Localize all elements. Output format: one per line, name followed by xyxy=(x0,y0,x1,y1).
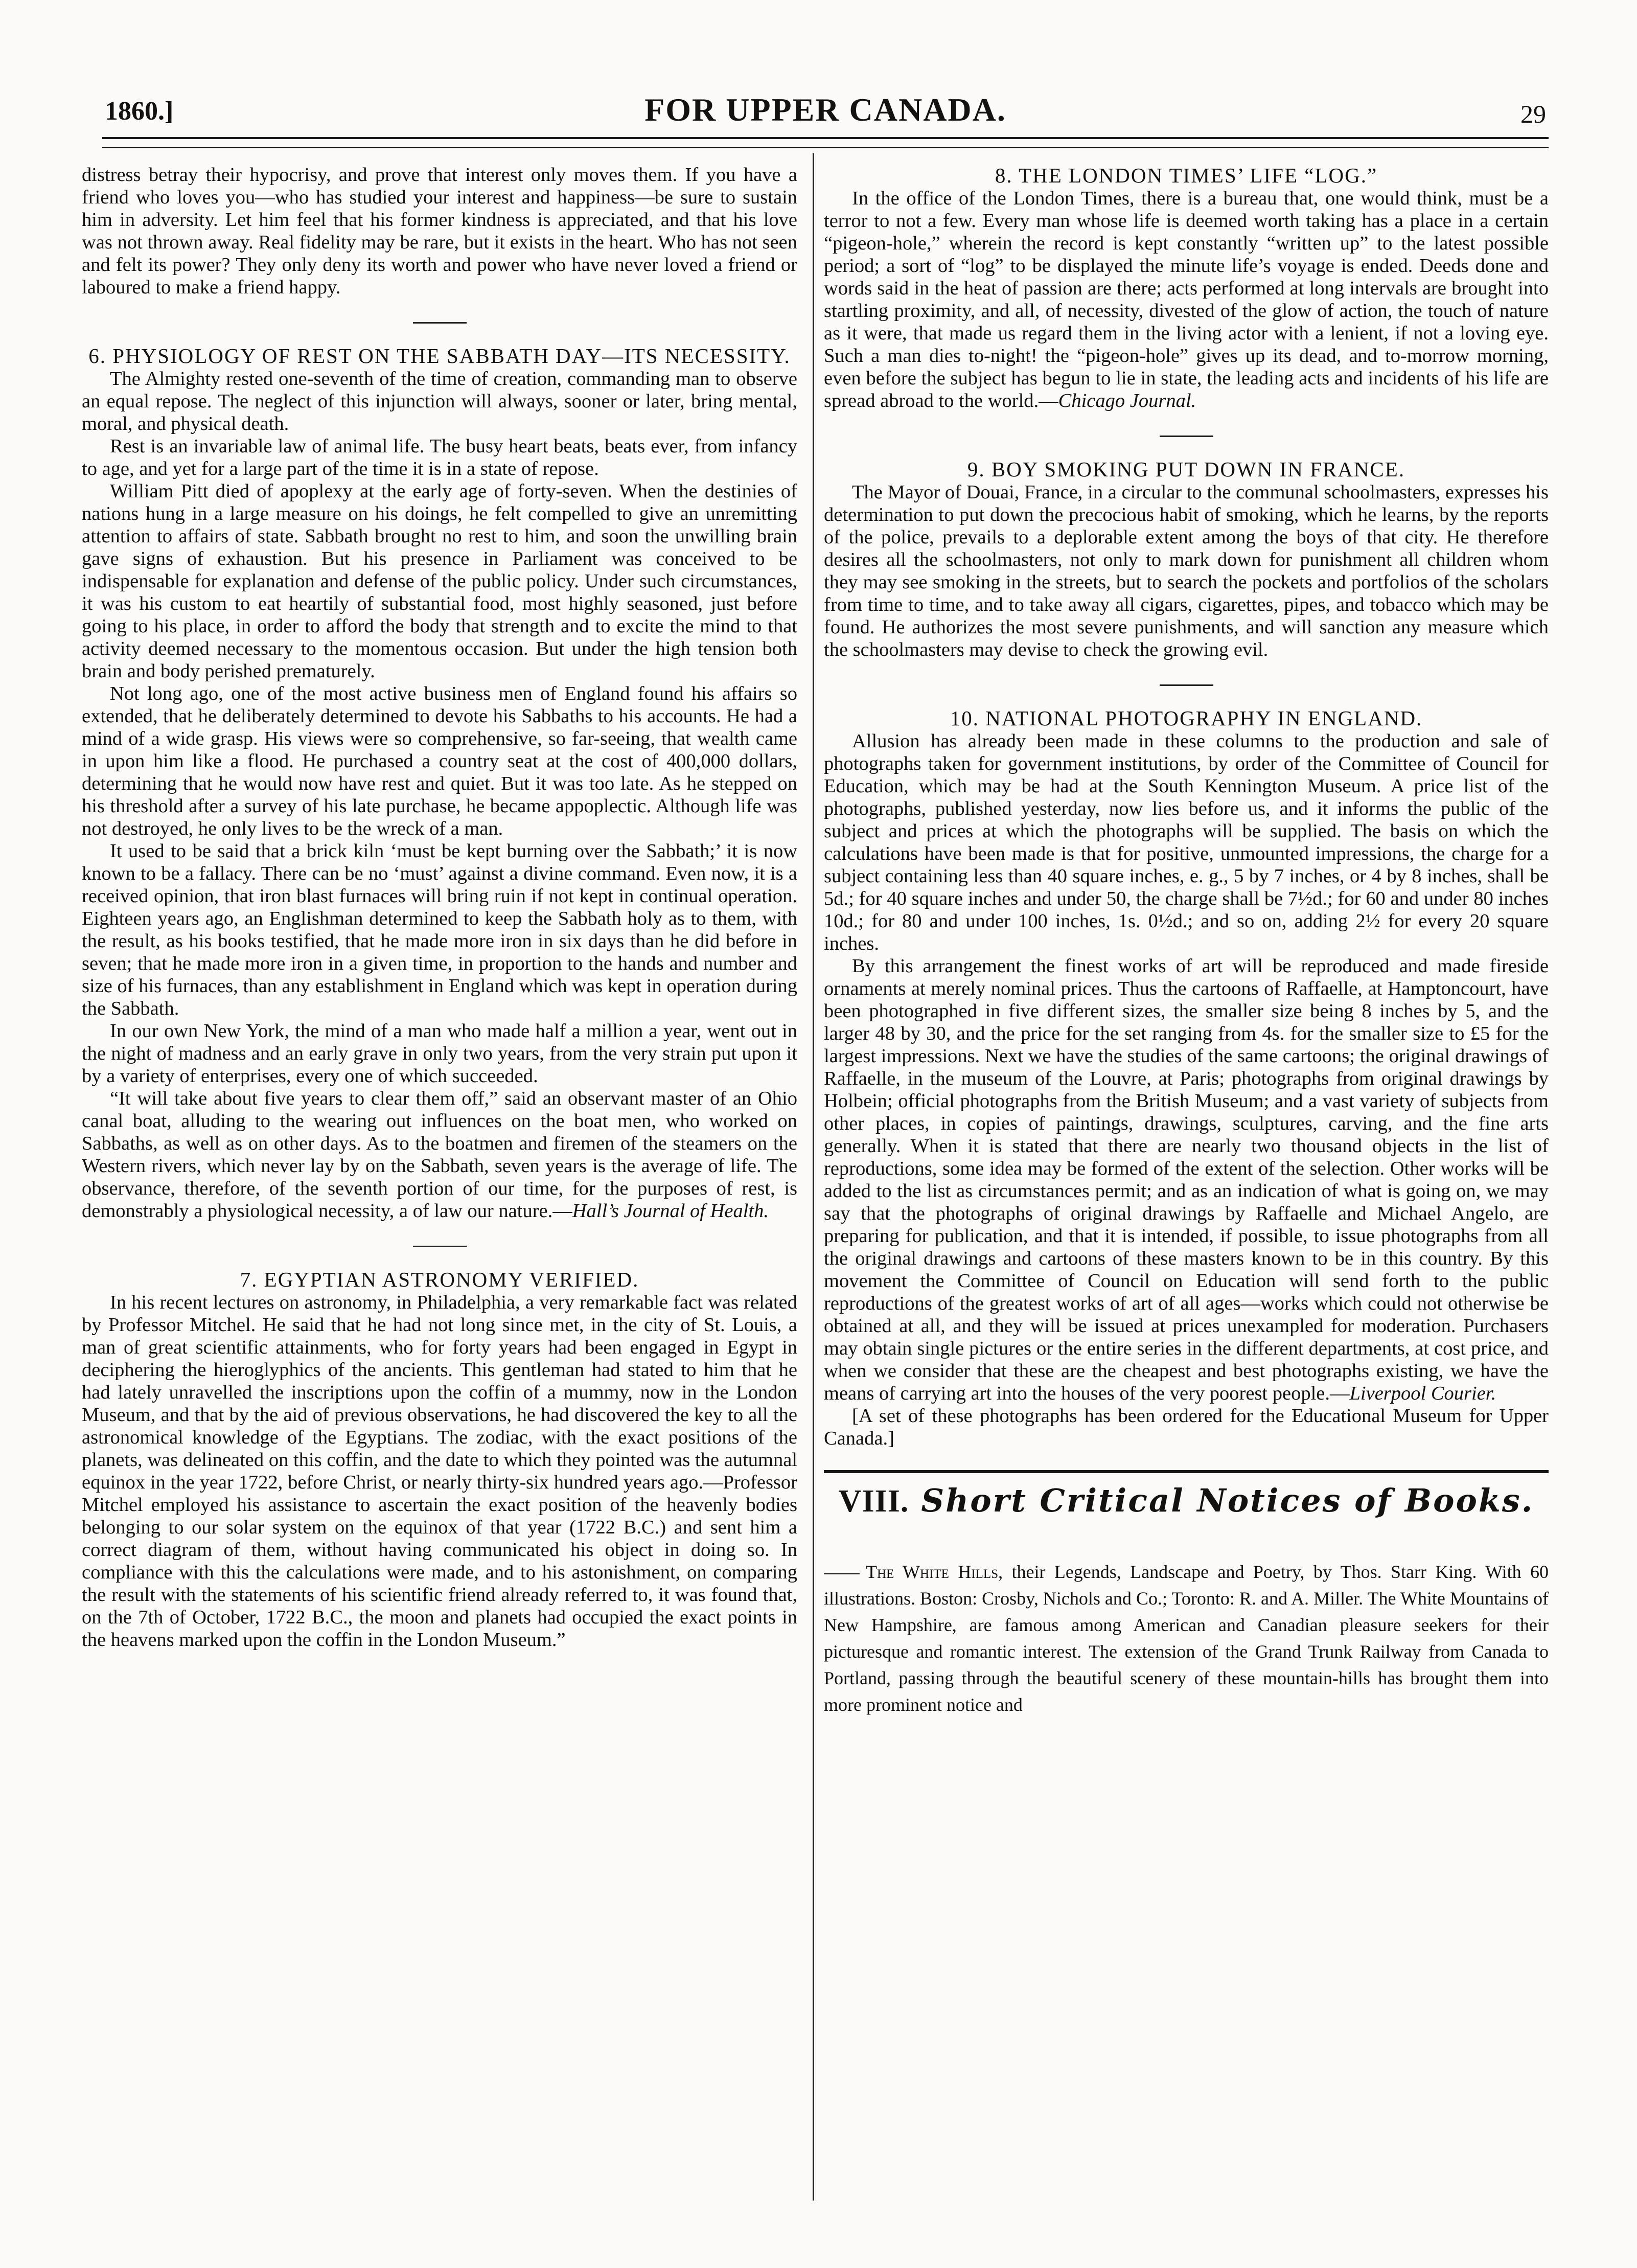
article-6-paragraph: Not long ago, one of the most active business men of England found his affairs so extended, that he deliberately determined to devote his Sabbaths to his accounts. He had a mind of a wide grasp. His views were so comprehensive, so far-seeing, that wealth came in upon him like a flood. He purchased a country seat at the cost of 400,000 dollars, determining that he would now have rest and quiet. But it was too late. As he stepped on his threshold after a survey of his late purchase, he became appoplectic. Although life was not destroyed, he only lives to be the wreck of a man. xyxy=(82,683,797,839)
separator-rule xyxy=(413,322,467,324)
separator-rule xyxy=(1160,436,1213,437)
em-rule xyxy=(824,1573,860,1574)
page-number: 29 xyxy=(1520,100,1546,128)
source-citation: Hall’s Journal of Health. xyxy=(572,1200,769,1222)
column-divider xyxy=(813,153,814,2201)
section-title: Short Critical Notices of Books. xyxy=(921,1482,1534,1519)
book-title: The White Hills xyxy=(866,1562,999,1582)
article-6-text: “It will take about five years to clear them off,” said an observant master of an Ohio canal boat, alluding to the wearing out influences on the boat men, who worked on Sabbaths, as well as on other days. As to the boatmen and firemen of the steamers on the Western rivers, which never lay by on the Sabbath, seven years is the average of life. The observance, therefore, of the seventh portion of our time, for the purposes of rest, is demonstrably a physiological necessity, a of law our nature.— xyxy=(82,1088,797,1222)
article-10-note: [A set of these photographs has been ordered for the Educational Museum for Upper Canada.] xyxy=(824,1405,1549,1449)
article-10-heading: 10. NATIONAL PHOTOGRAPHY IN ENGLAND. xyxy=(950,706,1423,730)
header-year: 1860.] xyxy=(105,97,174,126)
article-6-heading: 6. PHYSIOLOGY OF REST ON THE SABBATH DAY—ITS NECESSITY. xyxy=(88,344,791,368)
article-9-paragraph: The Mayor of Douai, France, in a circular to the communal schoolmasters, expresses his determination to put down the precocious habit of smoking, which he learns, by the reports of the police, prevails to a deplorable extent among the boys of that city. He therefore desires all the schoolmasters, not only to mark down for punishment all children whom they may see smoking in the streets, but to search the pockets and portfolios of the scholars from time to time, and to take away all cigars, cigarettes, pipes, and tobacco which may be found. He authorizes the most severe punishments, and will sanction any measure which the schoolmasters may devise to check the growing evil. xyxy=(824,482,1549,660)
right-column xyxy=(824,164,1549,1718)
section-number: VIII. xyxy=(838,1484,909,1519)
book-notice-text: , their Legends, Landscape and Poetry, by Thos. Starr King. With 60 illustrations. Boston: Crosby, Nichols and Co.; Toronto: R. and A. Miller. The White Mountains of New Hampshire, are famous among American and Canadian pleasure seekers for their picturesque and romantic interest. The extension of the Grand Trunk Railway from Canada to Portland, passing through the beautiful scenery of these mountain-hills has brought them into more prominent notice and xyxy=(824,1562,1549,1715)
article-6-paragraph: In our own New York, the mind of a man who made half a million a year, went out in the night of madness and an early grave in only two years, from the very strain put upon it by a variety of enterprises, every one of which succeeded. xyxy=(82,1020,797,1087)
article-6-paragraph: The Almighty rested one-seventh of the time of creation, commanding man to observe an equal repose. The neglect of this injunction will always, sooner or later, bring mental, moral, and physical death. xyxy=(82,368,797,434)
header-rule-thick xyxy=(102,137,1549,139)
article-6-paragraph: William Pitt died of apoplexy at the early age of forty-seven. When the destinies of nations hung in a large measure on his doings, he felt compelled to give an unremitting attention to affairs of state. Sabbath brought no rest to him, and soon the unwilling brain gave signs of exhaustion. But his presence in Parliament was conceived to be indispensable for explanation and defense of the public policy. Under such circumstances, it was his custom to eat heartily of substantial food, most highly seasoned, just before going to his place, in order to afford the body that strength and to excite the mind to that activity deemed necessary to the momentous occasion. But under the high tension both brain and body perished prematurely. xyxy=(82,480,797,682)
article-6-paragraph: Rest is an invariable law of animal life. The busy heart beats, beats ever, from infancy to age, and yet for a large part of the time it is in a state of repose. xyxy=(82,436,797,479)
running-header xyxy=(105,86,1546,132)
wavy-rule xyxy=(824,1525,1549,1534)
article-6-paragraph xyxy=(82,1087,797,1222)
article-8-heading: 8. THE LONDON TIMES’ LIFE “LOG.” xyxy=(995,164,1378,187)
wavy-rule-graphic xyxy=(824,1533,1549,1534)
intro-paragraph: distress betray their hypocrisy, and prove that interest only moves them. If you have a friend who loves you—who has studied your interest and happiness—be sure to sustain him in adversity. Let him feel that his former kindness is appreciated, and that his love was not thrown away. Real fidelity may be rare, but it exists in the heart. Who has not seen and felt its power? They only deny its worth and power who have never loved a friend or laboured to make a friend happy. xyxy=(82,164,797,298)
article-6-paragraph: It used to be said that a brick kiln ‘must be kept burning over the Sabbath;’ it is now known to be a fallacy. There can be no ‘must’ against a divine command. Even now, it is a received opinion, that iron blast furnaces will bring ruin if not kept in continual operation. Eighteen years ago, an Englishman determined to keep the Sabbath holy as to them, with the result, as his books testified, that he made more iron in six days than he did before in seven; that he made more iron in a given time, in proportion to the hands and number and size of his furnaces, than any establishment in England which was kept in operation during the Sabbath. xyxy=(82,840,797,1019)
source-citation: Chicago Journal. xyxy=(1058,390,1196,411)
article-7-paragraph: In his recent lectures on astronomy, in Philadelphia, a very remarkable fact was related by Professor Mitchel. He said that he had not long since met, in the city of St. Louis, a man of great scientific attainments, who for forty years had been engaged in Egypt in deciphering the hieroglyphics of the ancients. This gentleman had stated to him that he had lately unravelled the inscriptions upon the coffin of a mummy, now in the London Museum, and that by the aid of previous observations, he had discovered the key to all the astronomical knowledge of the Egyptians. The zodiac, with the exact positions of the planets, was delineated on this coffin, and the date to which they pointed was the autumnal equinox in the year 1722, before Christ, or nearly thirty-six hundred years ago.—Professor Mitchel employed his assistance to ascertain the exact position of the heavenly bodies belonging to our solar system on the equinox of that year (1722 B.C.) and sent him a correct diagram of them, without having communicated his object in doing so. In compliance with this the calculations were made, and to his astonishment, on comparing the result with the statements of his scientific friend already referred to, it was found that, on the 7th of October, 1722 B.C., the moon and planets had occupied the exact points in the heavens marked upon the coffin in the London Museum.” xyxy=(82,1292,797,1651)
article-8-text: In the office of the London Times, there is a bureau that, one would think, must be a terror to not a few. Every man whose life is deemed worth taking has a place in a certain “pigeon-hole,” wherein the record is kept constantly “written up” to the latest possible period; a sort of “log” to be displayed the minute life’s voyage is ended. Deeds done and words said in the heat of passion are there; acts performed at long intervals are brought into startling proximity, and all, of necessity, divested of the glow of action, the touch of nature as it were, that made us regard them in the living actor with a lenient, if not a loving eye. Such a man dies to-night! the “pigeon-hole” gives up its dead, and to-morrow morning, even before the subject has begun to lie in state, the leading acts and incidents of his life are spread abroad to the world.— xyxy=(824,188,1549,411)
header-rule-thin xyxy=(102,147,1549,148)
separator-rule xyxy=(413,1246,467,1247)
section-heading xyxy=(824,1470,1549,1519)
header-title: FOR UPPER CANADA. xyxy=(644,91,1006,128)
article-10-paragraph xyxy=(824,955,1549,1405)
source-citation: Liverpool Courier. xyxy=(1349,1383,1496,1404)
left-column xyxy=(82,164,797,1651)
separator-rule xyxy=(1160,684,1213,686)
article-9-heading: 9. BOY SMOKING PUT DOWN IN FRANCE. xyxy=(967,457,1405,481)
article-8-paragraph xyxy=(824,187,1549,412)
article-7-heading: 7. EGYPTIAN ASTRONOMY VERIFIED. xyxy=(240,1268,639,1291)
article-10-text: By this arrangement the finest works of art will be reproduced and made fireside ornaments at merely nominal prices. Thus the cartoons of Raffaelle, at Hamptoncourt, have been photographed in five different sizes, the smaller size being 8 inches by 5, and the larger 48 by 30, and the price for the set ranging from 4s. for the smaller size to £5 for the largest impressions. Next we have the studies of the same cartoons; the original drawings of Raffaelle, in the museum of the Louvre, at Paris; photographs from original drawings by Holbein; official photographs from the British Museum; and a vast variety of subjects from other places, in copies of paintings, drawings, sculptures, carving, and the fine arts generally. When it is stated that there are nearly two thousand objects in the list of reproductions, some idea may be formed of the extent of the selection. Other works will be added to the list as circumstances permit; and as an indication of what is going on, we may say that the photographs of original drawings by Raffaelle and Michael Angelo, are preparing for publication, and that it is intended, if possible, to issue photographs from all the original drawings and cartoons of these masters known to be in this country. By this movement the Committee of Council on Education will send forth to the public reproductions of the greatest works of art of all ages—works which could not otherwise be obtained at all, and they will be issued at prices unexampled for moderation. Purchasers may obtain single pictures or the entire series in the different departments, at cost price, and when we consider that these are the cheapest and best photographs existing, we have the means of carrying art into the houses of the very poorest people.— xyxy=(824,955,1549,1404)
book-notice xyxy=(824,1559,1549,1718)
article-10-paragraph: Allusion has already been made in these columns to the production and sale of photographs taken for government institutions, by order of the Committee of Council for Education, which may be had at the South Kennington Museum. A price list of the photographs, published yesterday, now lies before us, and it informs the public of the subject and prices at which the photographs will be supplied. The basis on which the calculations have been made is that for positive, unmounted impressions, the charge for a subject containing less than 40 square inches, e. g., 5 by 7 inches, or 4 by 8 inches, shall be 5d.; for 40 square inches and under 50, the charge shall be 7½d.; for 60 and under 80 inches 10d.; for 80 and under 100 inches, 1s. 0½d.; and so on, adding 2½ for every 20 square inches. xyxy=(824,730,1549,954)
